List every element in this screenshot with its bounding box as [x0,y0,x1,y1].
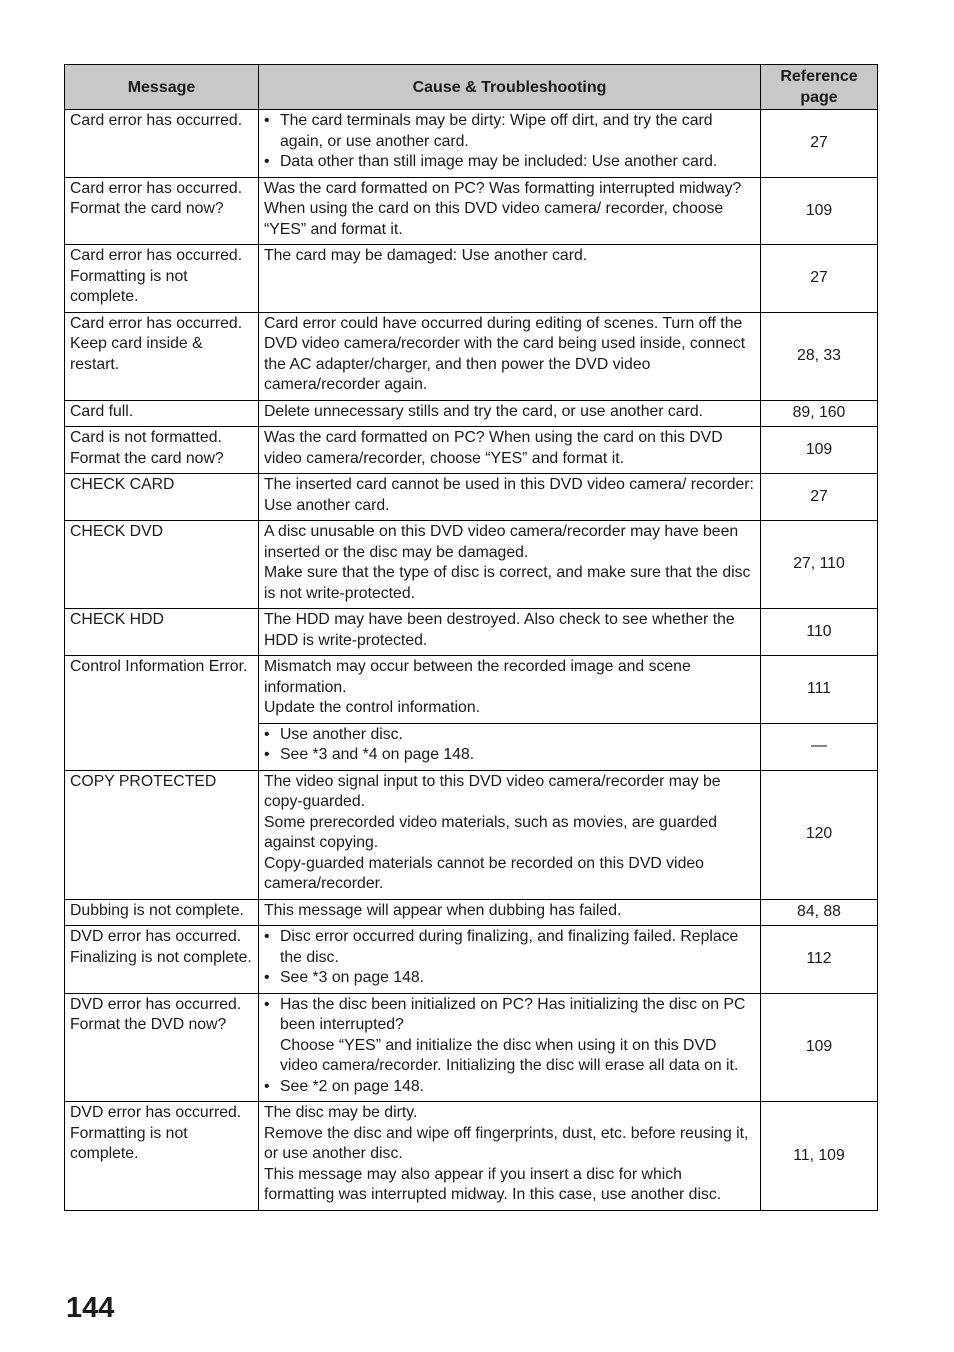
reference-cell: 27, 110 [761,521,878,609]
reference-cell: — [761,723,878,770]
reference-cell: 120 [761,770,878,899]
table-row [65,656,878,724]
cause-cell [259,521,761,609]
message-cell [65,770,259,899]
table-row [65,110,878,178]
cause-text: Copy-guarded materials cannot be recorded on this DVD video camera/recorder. [264,854,704,892]
cause-cell [259,656,761,724]
header-message: Message [65,65,259,110]
reference-cell: 109 [761,177,878,245]
cause-cell [259,312,761,400]
reference-cell: 28, 33 [761,312,878,400]
cause-text: Delete unnecessary stills and try the card, or use another card. [264,402,704,420]
bullet-item [264,968,756,989]
cause-text: The video signal input to this DVD video camera/recorder may be copy-guarded. [264,772,721,810]
page-number: 144 [66,1292,115,1324]
reference-cell: 27 [761,474,878,521]
reference-cell: 84, 88 [761,899,878,926]
bullet-item [264,111,756,152]
cause-text: Make sure that the type of disc is correct, and make sure that the disc is not write-protected. [264,564,751,602]
message-cell [65,656,259,771]
bullet-item [264,745,756,766]
message-text: Control Information Error. [70,658,248,675]
bullet-text: The card terminals may be dirty: Wipe off dirt, and try the card again, or use another card. [280,112,713,150]
cause-cell [259,899,761,926]
reference-cell: 27 [761,110,878,178]
bullet-icon: • [264,1077,270,1095]
message-text: Format the card now? [70,449,224,467]
bullet-text: Has the disc been initialized on PC? Has initializing the disc on PC been interrupted? Choose “YES” and initialize the disc when using it on this DVD video camera/recorder. Initializing the disc will erase all data on it. [280,995,746,1074]
cause-text: Some prerecorded video materials, such as movies, are guarded against copying. [264,813,718,851]
message-text: CHECK DVD [70,523,164,540]
cause-text: Was the card formatted on PC? When using the card on this DVD video camera/recorder, choose “YES” and format it. [264,429,723,467]
table-header-row [65,65,878,110]
bullet-icon: • [264,725,270,743]
bullet-text: See *3 on page 148. [280,969,425,986]
message-cell [65,427,259,474]
cause-text: This message will appear when dubbing has failed. [264,901,622,919]
table-row [65,312,878,400]
table-row [65,609,878,656]
bullet-icon: • [264,995,270,1013]
table-row [65,899,878,926]
message-cell [65,110,259,178]
table-row [65,521,878,609]
message-text: COPY PROTECTED [70,772,217,790]
bullet-item [264,1077,756,1098]
bullet-text: Disc error occurred during finalizing, and finalizing failed. Replace the disc. [280,928,739,966]
message-text: Card full. [70,402,134,420]
message-cell [65,993,259,1102]
table-row [65,245,878,313]
message-text: DVD error has occurred. [70,995,242,1013]
bullet-item [264,927,756,968]
header-cause: Cause & Troubleshooting [259,65,761,110]
bullet-icon: • [264,746,270,763]
message-text: Format the DVD now? [70,1016,227,1033]
message-cell [65,899,259,926]
message-cell [65,474,259,521]
message-text: Finalizing is not complete. [70,948,252,966]
cause-cell [259,177,761,245]
cause-cell [259,474,761,521]
cause-text: Update the control information. [264,699,481,716]
bullet-item [264,152,756,173]
cause-text: Mismatch may occur between the recorded image and scene information. [264,658,691,696]
message-text: Formatting is not complete. [70,1124,188,1162]
bullet-text: See *2 on page 148. [280,1077,425,1095]
message-text: Card error has occurred. Keep card inside & restart. [70,314,243,373]
cause-cell [259,926,761,994]
cause-text: The HDD may have been destroyed. Also check to see whether the HDD is write-protected. [264,611,735,649]
message-text: Card error has occurred. [70,247,243,264]
message-cell [65,926,259,994]
message-cell [65,312,259,400]
reference-cell: 11, 109 [761,1102,878,1211]
message-text: Dubbing is not complete. [70,901,244,919]
table-row [65,993,878,1102]
reference-cell: 110 [761,609,878,656]
message-text: Format the card now? [70,200,224,217]
header-reference: Reference page [761,65,878,110]
message-cell [65,177,259,245]
cause-text: The inserted card cannot be used in this DVD video camera/ recorder: Use another card. [264,476,754,514]
cause-text: A disc unusable on this DVD video camera/recorder may have been inserted or the disc may be damaged. [264,523,739,561]
cause-text: The disc may be dirty. [264,1104,418,1121]
message-cell [65,1102,259,1211]
table-row [65,177,878,245]
cause-cell [259,723,761,770]
message-text: Formatting is not complete. [70,267,188,305]
message-text: Card is not formatted. [70,429,222,446]
bullet-text: See *3 and *4 on page 148. [280,746,475,763]
bullet-icon: • [264,969,270,986]
bullet-icon: • [264,112,270,129]
reference-cell: 89, 160 [761,400,878,427]
cause-text: Was the card formatted on PC? Was formatting interrupted midway? When using the card on this DVD video camera/ recorder, choose “YES” and format it. [264,179,742,238]
cause-cell [259,609,761,656]
reference-cell: 27 [761,245,878,313]
cause-cell [259,770,761,899]
message-text: Card error has occurred. [70,112,243,129]
cause-cell [259,110,761,178]
message-cell [65,400,259,427]
cause-text: Card error could have occurred during editing of scenes. Turn off the DVD video camera/recorder with the card being used inside, connect the AC adapter/charger, and then power the DVD video camera/recorder again. [264,314,746,393]
cause-cell [259,427,761,474]
table-row [65,427,878,474]
bullet-text: Use another disc. [280,725,403,743]
message-text: CHECK HDD [70,611,164,628]
table-row [65,770,878,899]
cause-text: Remove the disc and wipe off fingerprints, dust, etc. before reusing it, or use another disc. [264,1124,749,1162]
bullet-item [264,995,756,1077]
reference-cell: 109 [761,993,878,1102]
troubleshooting-table [64,64,878,1211]
message-text: DVD error has occurred. [70,1104,242,1121]
reference-cell: 111 [761,656,878,724]
table-row [65,474,878,521]
table-row [65,400,878,427]
bullet-item [264,725,756,746]
table-row [65,926,878,994]
message-text: CHECK CARD [70,476,175,493]
cause-text: This message may also appear if you insert a disc for which formatting was interrupted midway. In this case, use another disc. [264,1165,722,1203]
bullet-icon: • [264,928,270,945]
message-cell [65,521,259,609]
message-text: DVD error has occurred. [70,928,242,945]
bullet-icon: • [264,153,270,170]
bullet-text: Data other than still image may be included: Use another card. [280,153,718,170]
reference-cell: 109 [761,427,878,474]
message-text: Card error has occurred. [70,179,243,197]
message-cell [65,609,259,656]
table-body [65,110,878,1211]
table-row [65,1102,878,1211]
reference-cell: 112 [761,926,878,994]
message-cell [65,245,259,313]
cause-cell [259,993,761,1102]
cause-cell [259,1102,761,1211]
cause-cell [259,245,761,313]
cause-cell [259,400,761,427]
cause-text: The card may be damaged: Use another card. [264,247,588,264]
